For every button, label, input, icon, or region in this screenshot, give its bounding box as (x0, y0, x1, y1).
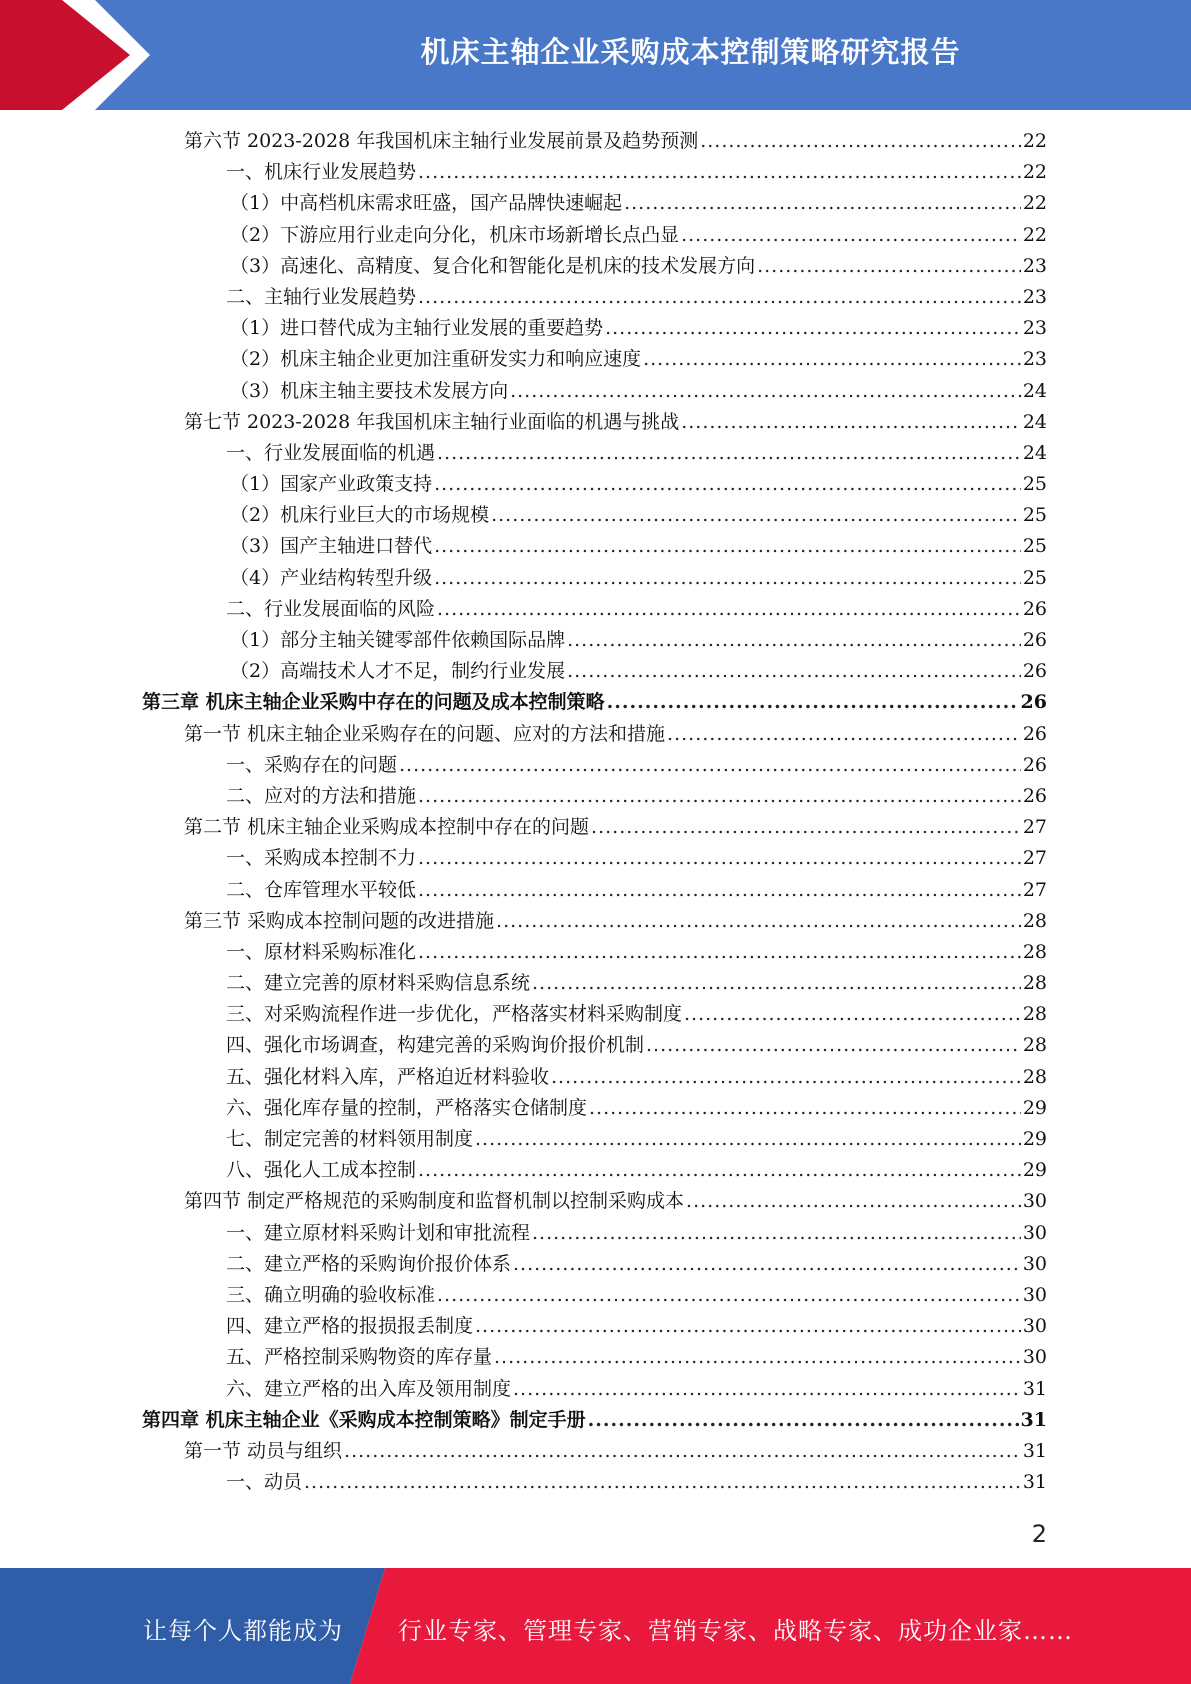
toc-entry[interactable] (142, 781, 1047, 812)
toc-leader-dots (567, 625, 1021, 656)
toc-entry-title: 四、建立严格的报损报丢制度 (226, 1315, 474, 1338)
toc-entry-title: 一、动员 (226, 1471, 303, 1494)
toc-leader-dots (681, 220, 1021, 251)
toc-entry[interactable] (142, 1124, 1047, 1155)
toc-entry-page: 28 (1022, 1034, 1047, 1057)
toc-leader-dots (344, 1436, 1021, 1467)
toc-entry[interactable] (142, 906, 1047, 937)
table-of-contents (142, 126, 1047, 1498)
toc-entry[interactable] (142, 1062, 1047, 1093)
toc-entry-page: 22 (1022, 161, 1047, 184)
toc-entry[interactable] (142, 1342, 1047, 1373)
toc-entry-title: 二、应对的方法和措施 (226, 784, 417, 807)
toc-leader-dots (607, 687, 1019, 718)
footer-slogan-right: 行业专家、管理专家、营销专家、战略专家、成功企业家…… (398, 1617, 1073, 1645)
toc-entry-page: 30 (1022, 1315, 1047, 1338)
toc-entry-page: 31 (1020, 1408, 1047, 1431)
toc-leader-dots (418, 937, 1021, 968)
toc-entry-page: 27 (1022, 816, 1047, 839)
toc-entry-title: 四、强化市场调查，构建完善的采购询价报价机制 (226, 1034, 645, 1057)
toc-leader-dots (437, 594, 1021, 625)
toc-entry-title: 二、行业发展面临的风险 (226, 597, 436, 620)
toc-entry-page: 27 (1022, 878, 1047, 901)
toc-entry-title: （3）国产主轴进口替代 (230, 535, 433, 558)
toc-leader-dots (437, 438, 1021, 469)
toc-leader-dots (686, 1186, 1021, 1217)
toc-entry[interactable] (142, 812, 1047, 843)
toc-entry-title: 五、强化材料入库，严格迫近材料验收 (226, 1065, 550, 1088)
toc-leader-dots (434, 563, 1021, 594)
toc-leader-dots (591, 812, 1021, 843)
toc-entry[interactable] (142, 1186, 1047, 1217)
toc-entry-title: （1）中高档机床需求旺盛，国产品牌快速崛起 (230, 192, 623, 215)
toc-entry[interactable] (142, 719, 1047, 750)
toc-entry-title: 一、建立原材料采购计划和审批流程 (226, 1221, 531, 1244)
toc-entry-page: 30 (1022, 1221, 1047, 1244)
toc-leader-dots (475, 1124, 1021, 1155)
toc-entry-title: 第四节 制定严格规范的采购制度和监督机制以控制采购成本 (184, 1190, 685, 1213)
toc-leader-dots (494, 1342, 1021, 1373)
toc-entry[interactable] (142, 1436, 1047, 1467)
toc-entry[interactable] (142, 438, 1047, 469)
toc-entry-title: 二、建立完善的原材料采购信息系统 (226, 972, 531, 995)
toc-entry[interactable] (142, 687, 1047, 718)
toc-entry[interactable] (142, 251, 1047, 282)
toc-entry[interactable] (142, 282, 1047, 313)
toc-entry[interactable] (142, 188, 1047, 219)
toc-entry-page: 25 (1022, 566, 1047, 589)
toc-entry-title: （3）机床主轴主要技术发展方向 (230, 379, 509, 402)
toc-leader-dots (434, 531, 1021, 562)
toc-entry-page: 24 (1022, 379, 1047, 402)
toc-entry-page: 28 (1022, 940, 1047, 963)
page-footer (0, 1568, 1191, 1684)
toc-entry[interactable] (142, 875, 1047, 906)
toc-entry-page: 28 (1022, 1003, 1047, 1026)
toc-entry[interactable] (142, 469, 1047, 500)
toc-leader-dots (681, 407, 1021, 438)
toc-leader-dots (437, 1280, 1021, 1311)
toc-entry[interactable] (142, 126, 1047, 157)
toc-leader-dots (399, 750, 1021, 781)
toc-entry-page: 28 (1022, 909, 1047, 932)
toc-leader-dots (684, 999, 1021, 1030)
toc-entry-title: （2）机床主轴企业更加注重研发实力和响应速度 (230, 348, 642, 371)
toc-entry[interactable] (142, 656, 1047, 687)
toc-entry-page: 23 (1022, 348, 1047, 371)
toc-entry-page: 28 (1022, 972, 1047, 995)
toc-entry-page: 29 (1022, 1128, 1047, 1150)
page-number: 2 (1031, 1520, 1047, 1548)
toc-entry[interactable] (142, 1218, 1047, 1249)
toc-leader-dots (588, 1405, 1019, 1436)
page-header (0, 0, 1191, 110)
toc-entry[interactable] (142, 407, 1047, 438)
toc-entry[interactable] (142, 1311, 1047, 1342)
toc-entry[interactable] (142, 1030, 1047, 1061)
footer-slogan-left: 让每个人都能成为 (143, 1617, 343, 1645)
toc-entry[interactable] (142, 1405, 1047, 1436)
toc-entry[interactable] (142, 937, 1047, 968)
toc-leader-dots (757, 251, 1021, 282)
toc-leader-dots (667, 719, 1021, 750)
toc-leader-dots (513, 1249, 1021, 1280)
toc-entry-title: 第四章 机床主轴企业《采购成本控制策略》制定手册 (142, 1408, 586, 1431)
toc-entry-title: 三、对采购流程作进一步优化，严格落实材料采购制度 (226, 1003, 683, 1026)
toc-entry-page: 28 (1022, 1065, 1047, 1088)
toc-leader-dots (496, 906, 1021, 937)
toc-leader-dots (605, 313, 1021, 344)
toc-entry-page: 29 (1022, 1159, 1047, 1182)
toc-entry-title: 二、主轴行业发展趋势 (226, 285, 417, 308)
toc-entry-page: 30 (1022, 1190, 1047, 1213)
toc-entry-title: 七、制定完善的材料领用制度 (226, 1128, 474, 1150)
toc-entry-title: 一、行业发展面临的机遇 (226, 441, 436, 464)
toc-entry-page: 30 (1022, 1283, 1047, 1306)
toc-leader-dots (532, 1218, 1021, 1249)
toc-entry[interactable] (142, 313, 1047, 344)
toc-entry-page: 25 (1022, 473, 1047, 496)
toc-entry-title: 第三节 采购成本控制问题的改进措施 (184, 909, 495, 932)
toc-entry-page: 26 (1022, 753, 1047, 776)
toc-entry-title: 第一节 动员与组织 (184, 1439, 343, 1462)
toc-entry-page: 30 (1022, 1252, 1047, 1275)
toc-entry-page: 22 (1022, 192, 1047, 215)
toc-entry-title: （4）产业结构转型升级 (230, 566, 433, 589)
toc-leader-dots (304, 1467, 1021, 1498)
toc-entry-page: 26 (1022, 722, 1047, 745)
toc-entry-title: （2）下游应用行业走向分化，机床市场新增长点凸显 (230, 223, 680, 246)
toc-entry[interactable] (142, 1467, 1047, 1498)
toc-entry-title: 六、强化库存量的控制，严格落实仓储制度 (226, 1096, 588, 1119)
toc-entry-page: 30 (1022, 1346, 1047, 1369)
toc-entry-title: 第三章 机床主轴企业采购中存在的问题及成本控制策略 (142, 691, 605, 714)
toc-entry-page: 23 (1022, 254, 1047, 277)
toc-entry-title: （2）高端技术人才不足，制约行业发展 (230, 660, 566, 683)
toc-entry[interactable] (142, 594, 1047, 625)
toc-entry[interactable] (142, 968, 1047, 999)
toc-leader-dots (418, 781, 1021, 812)
toc-entry-title: 一、机床行业发展趋势 (226, 161, 417, 184)
toc-entry-title: （3）高速化、高精度、复合化和智能化是机床的技术发展方向 (230, 254, 756, 277)
toc-entry[interactable] (142, 376, 1047, 407)
toc-entry-page: 25 (1022, 504, 1047, 527)
toc-entry-title: 二、仓库管理水平较低 (226, 878, 417, 901)
toc-leader-dots (491, 500, 1021, 531)
toc-entry-title: 六、建立严格的出入库及领用制度 (226, 1377, 512, 1400)
toc-entry-page: 26 (1022, 629, 1047, 651)
toc-entry[interactable] (142, 750, 1047, 781)
toc-leader-dots (475, 1311, 1021, 1342)
toc-entry[interactable] (142, 1249, 1047, 1280)
toc-entry-page: 26 (1020, 691, 1047, 714)
toc-entry-title: （2）机床行业巨大的市场规模 (230, 504, 490, 527)
toc-entry[interactable] (142, 531, 1047, 562)
toc-leader-dots (434, 469, 1021, 500)
toc-entry-page: 23 (1022, 317, 1047, 340)
toc-entry-title: 第六节 2023-2028 年我国机床主轴行业发展前景及趋势预测 (184, 130, 699, 152)
toc-leader-dots (418, 843, 1021, 874)
toc-entry-page: 31 (1022, 1439, 1047, 1462)
toc-entry-title: （1）部分主轴关键零部件依赖国际品牌 (230, 629, 566, 651)
toc-entry[interactable] (142, 1280, 1047, 1311)
toc-entry-page: 31 (1022, 1377, 1047, 1400)
toc-entry[interactable] (142, 999, 1047, 1030)
toc-leader-dots (624, 188, 1021, 219)
toc-entry[interactable] (142, 220, 1047, 251)
toc-entry[interactable] (142, 344, 1047, 375)
toc-entry-title: （1）进口替代成为主轴行业发展的重要趋势 (230, 317, 604, 340)
toc-entry-title: 五、严格控制采购物资的库存量 (226, 1346, 493, 1369)
toc-entry-page: 29 (1022, 1096, 1047, 1119)
report-title: 机床主轴企业采购成本控制策略研究报告 (420, 35, 961, 69)
toc-entry[interactable] (142, 625, 1047, 656)
toc-entry-title: 一、采购存在的问题 (226, 753, 398, 776)
toc-entry[interactable] (142, 1155, 1047, 1186)
toc-leader-dots (567, 656, 1021, 687)
toc-entry-title: 第二节 机床主轴企业采购成本控制中存在的问题 (184, 816, 590, 839)
toc-leader-dots (551, 1062, 1021, 1093)
toc-leader-dots (418, 282, 1021, 313)
toc-entry-page: 24 (1022, 410, 1047, 433)
toc-entry-title: 二、建立严格的采购询价报价体系 (226, 1252, 512, 1275)
toc-entry[interactable] (142, 1374, 1047, 1405)
toc-entry[interactable] (142, 500, 1047, 531)
toc-leader-dots (513, 1374, 1021, 1405)
toc-entry-title: 第七节 2023-2028 年我国机床主轴行业面临的机遇与挑战 (184, 410, 680, 433)
toc-entry-page: 23 (1022, 285, 1047, 308)
toc-entry[interactable] (142, 157, 1047, 188)
toc-entry-title: 三、确立明确的验收标准 (226, 1283, 436, 1306)
toc-entry-title: 第一节 机床主轴企业采购存在的问题、应对的方法和措施 (184, 722, 666, 745)
toc-entry-page: 31 (1022, 1471, 1047, 1494)
toc-entry-page: 27 (1022, 847, 1047, 870)
toc-leader-dots (589, 1093, 1021, 1124)
toc-leader-dots (510, 376, 1021, 407)
toc-entry-page: 22 (1022, 223, 1047, 246)
toc-entry-title: （1）国家产业政策支持 (230, 473, 433, 496)
toc-entry-page: 26 (1022, 784, 1047, 807)
toc-leader-dots (643, 344, 1021, 375)
toc-entry-title: 八、强化人工成本控制 (226, 1159, 417, 1182)
toc-entry-title: 一、采购成本控制不力 (226, 847, 417, 870)
toc-entry[interactable] (142, 563, 1047, 594)
toc-leader-dots (532, 968, 1021, 999)
toc-entry[interactable] (142, 1093, 1047, 1124)
toc-entry-page: 26 (1022, 660, 1047, 683)
toc-entry-page: 22 (1022, 130, 1047, 152)
toc-leader-dots (646, 1030, 1021, 1061)
toc-leader-dots (700, 126, 1021, 157)
toc-leader-dots (418, 157, 1021, 188)
toc-leader-dots (418, 875, 1021, 906)
toc-entry-page: 24 (1022, 441, 1047, 464)
toc-entry-title: 一、原材料采购标准化 (226, 940, 417, 963)
toc-entry-page: 25 (1022, 535, 1047, 558)
toc-leader-dots (418, 1155, 1021, 1186)
toc-entry[interactable] (142, 843, 1047, 874)
toc-entry-page: 26 (1022, 597, 1047, 620)
